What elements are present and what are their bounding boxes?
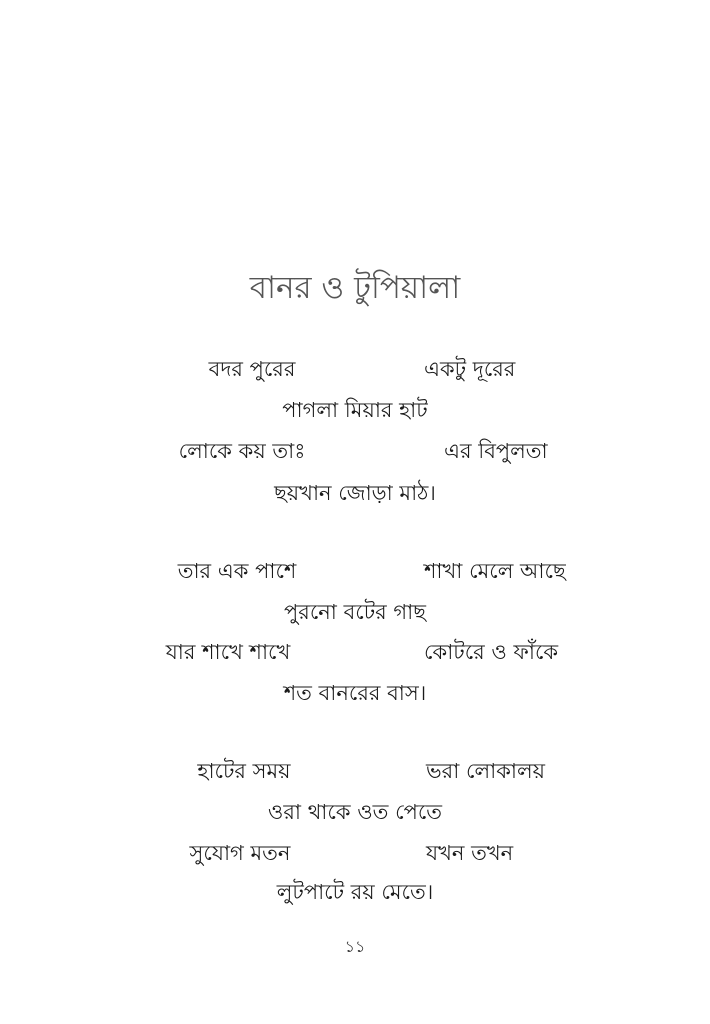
verse-right: একটু দূরের	[424, 357, 516, 381]
verse-left: যার শাখে শাখে	[165, 640, 291, 664]
poem-title: বানর ও টুপিয়ালা	[249, 270, 461, 306]
verse-left: হাটের সময়	[197, 759, 291, 783]
page-number: ১১	[344, 937, 366, 956]
verse-right: এর বিপুলতা	[444, 439, 548, 463]
verse-center: লুটপাটে রয় মেতে।	[276, 880, 434, 904]
verse-center: পুরনো বটের গাছ	[284, 600, 426, 624]
verse-right: যখন তখন	[426, 841, 514, 865]
verse-center: ছয়খান জোড়া মাঠ।	[274, 481, 436, 505]
verse-center: শত বানরের বাস।	[283, 681, 427, 705]
verse-right: ভরা লোকালয়	[426, 759, 546, 783]
verse-left: বদর পুরের	[208, 357, 296, 381]
verse-left: তার এক পাশে	[177, 559, 297, 583]
verse-left: সুযোগ মতন	[189, 841, 291, 865]
verse-right: শাখা মেলে আছে	[424, 559, 566, 583]
verse-center: ওরা থাকে ওত পেতে	[267, 800, 443, 824]
verse-center: পাগলা মিয়ার হাট	[282, 398, 428, 422]
verse-right: কোটরে ও ফাঁকে	[424, 640, 559, 664]
verse-left: লোকে কয় তাঃ	[178, 439, 306, 463]
